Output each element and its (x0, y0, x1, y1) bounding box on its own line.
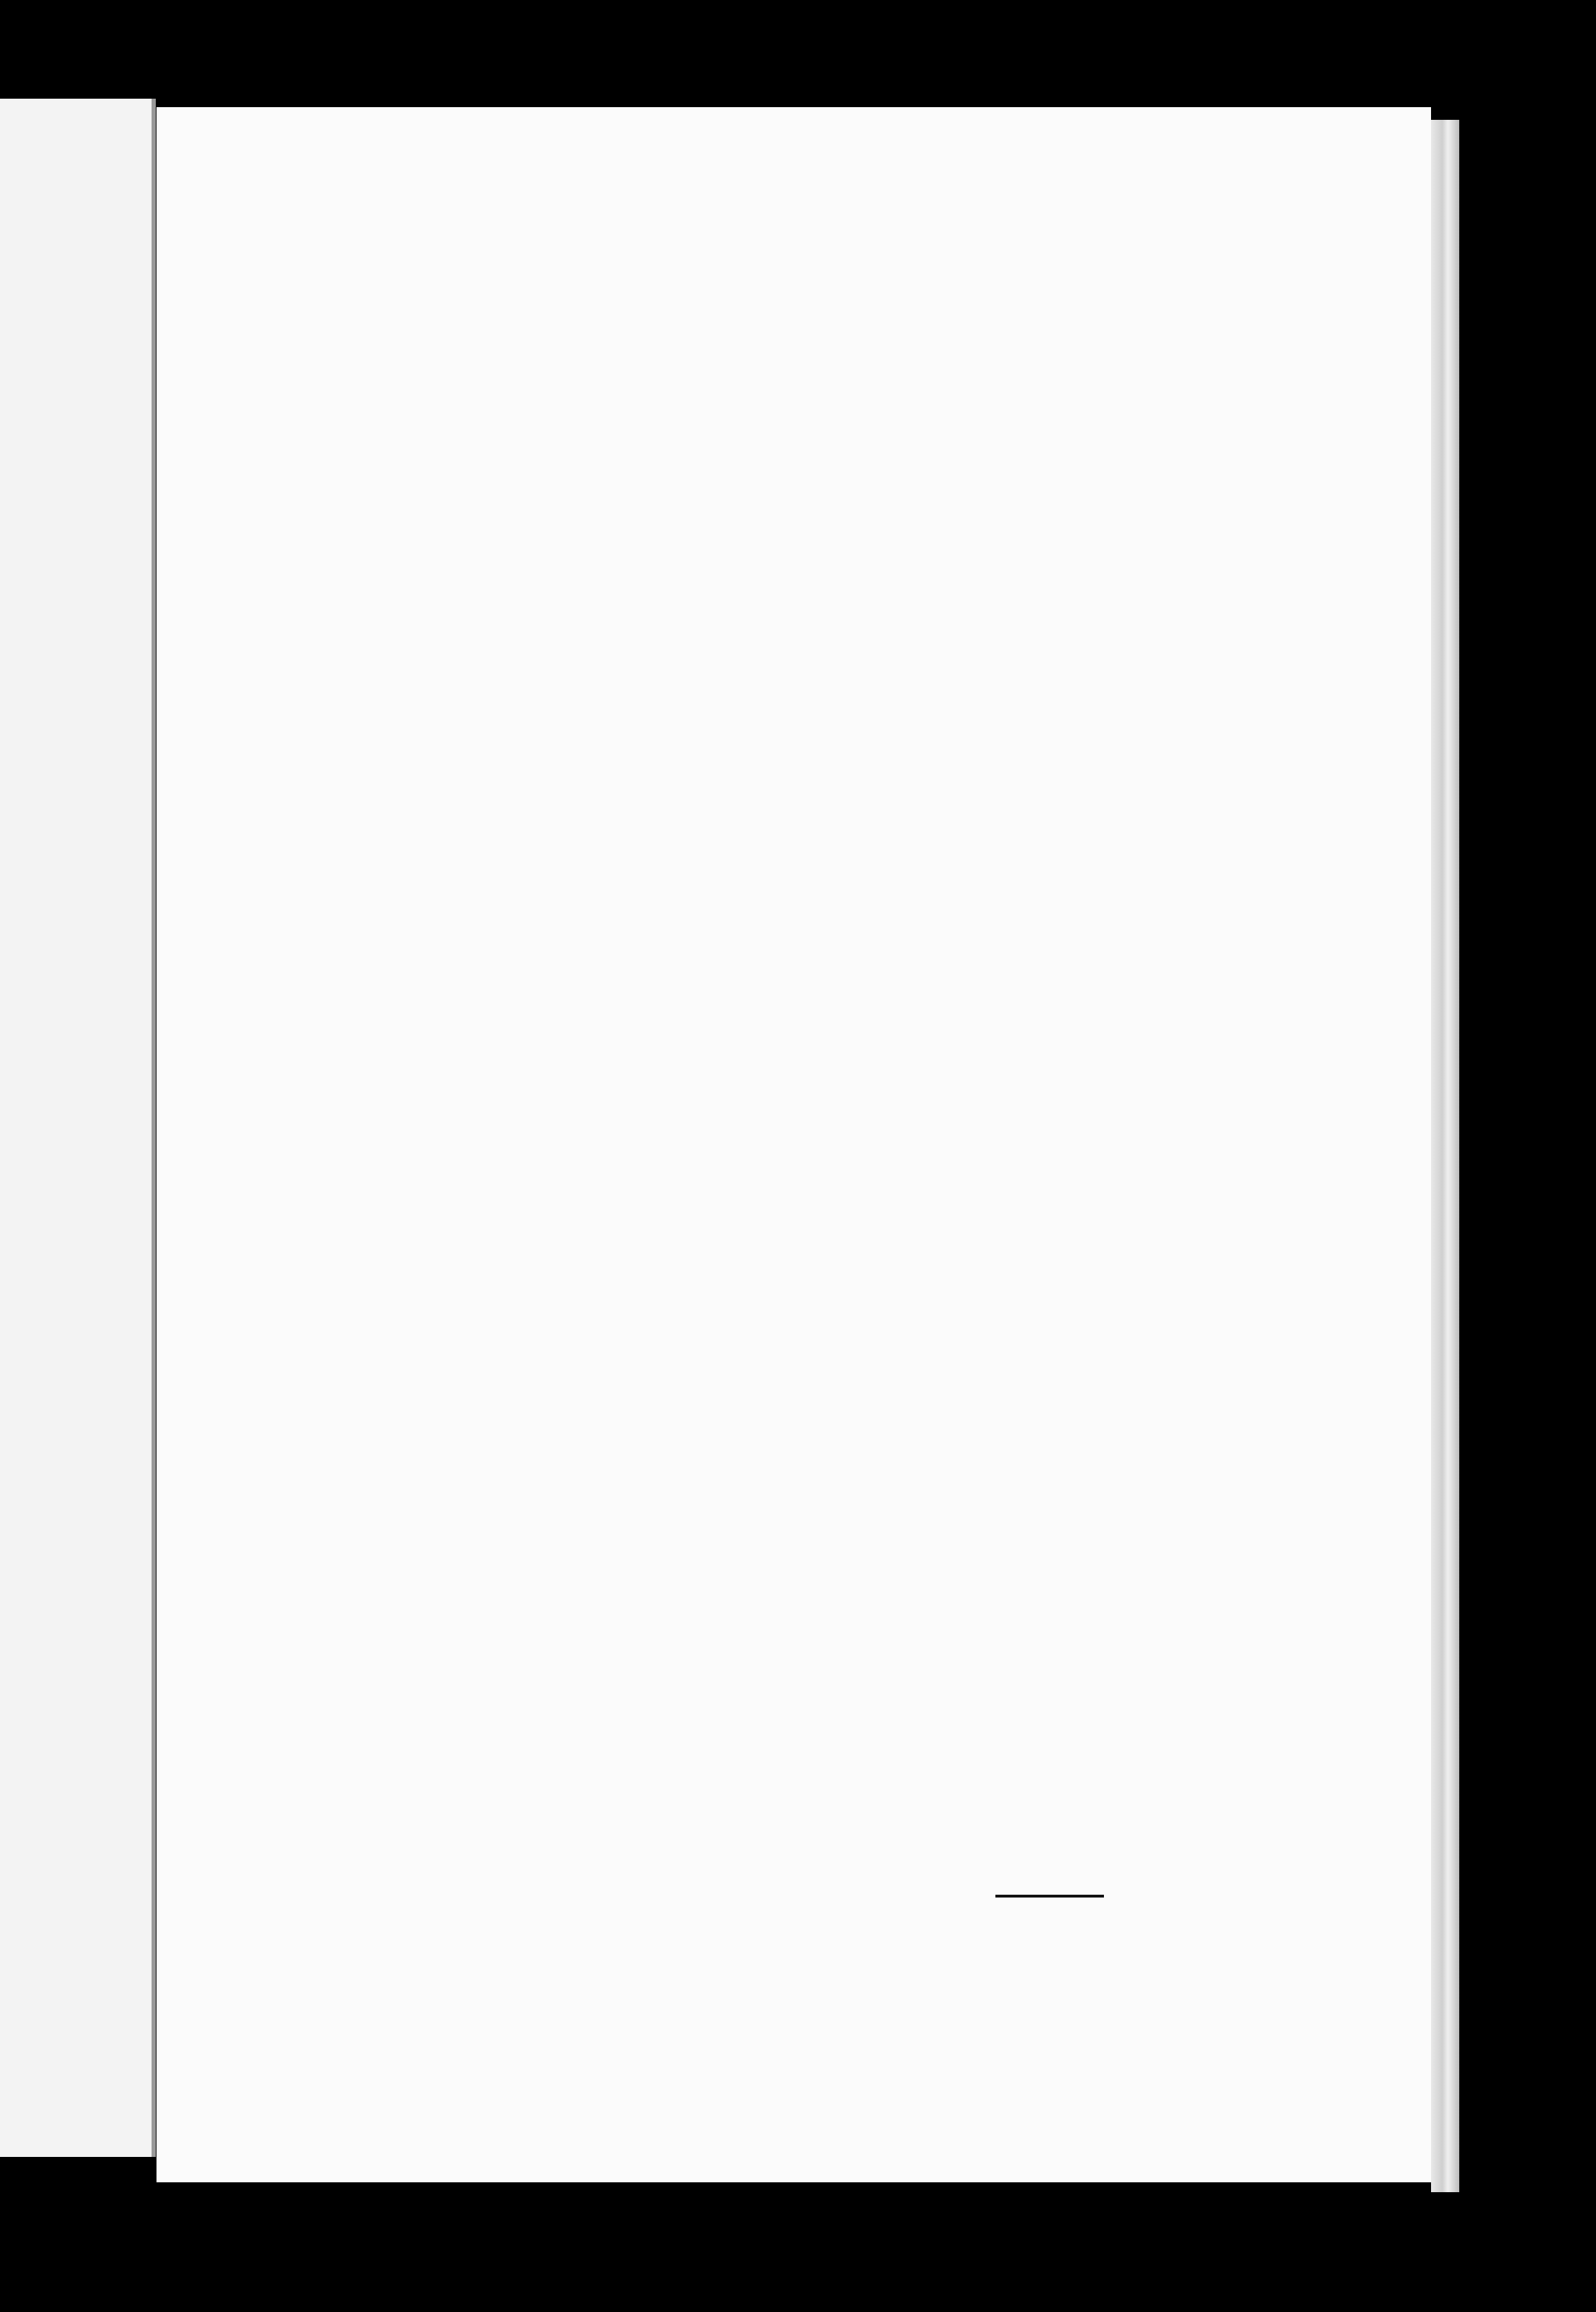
page-fore-edge (1431, 120, 1459, 2192)
left-page-fragment (0, 99, 156, 2157)
right-page (156, 107, 1431, 2182)
total-rule (995, 1895, 1104, 1898)
page-header (156, 393, 1431, 436)
